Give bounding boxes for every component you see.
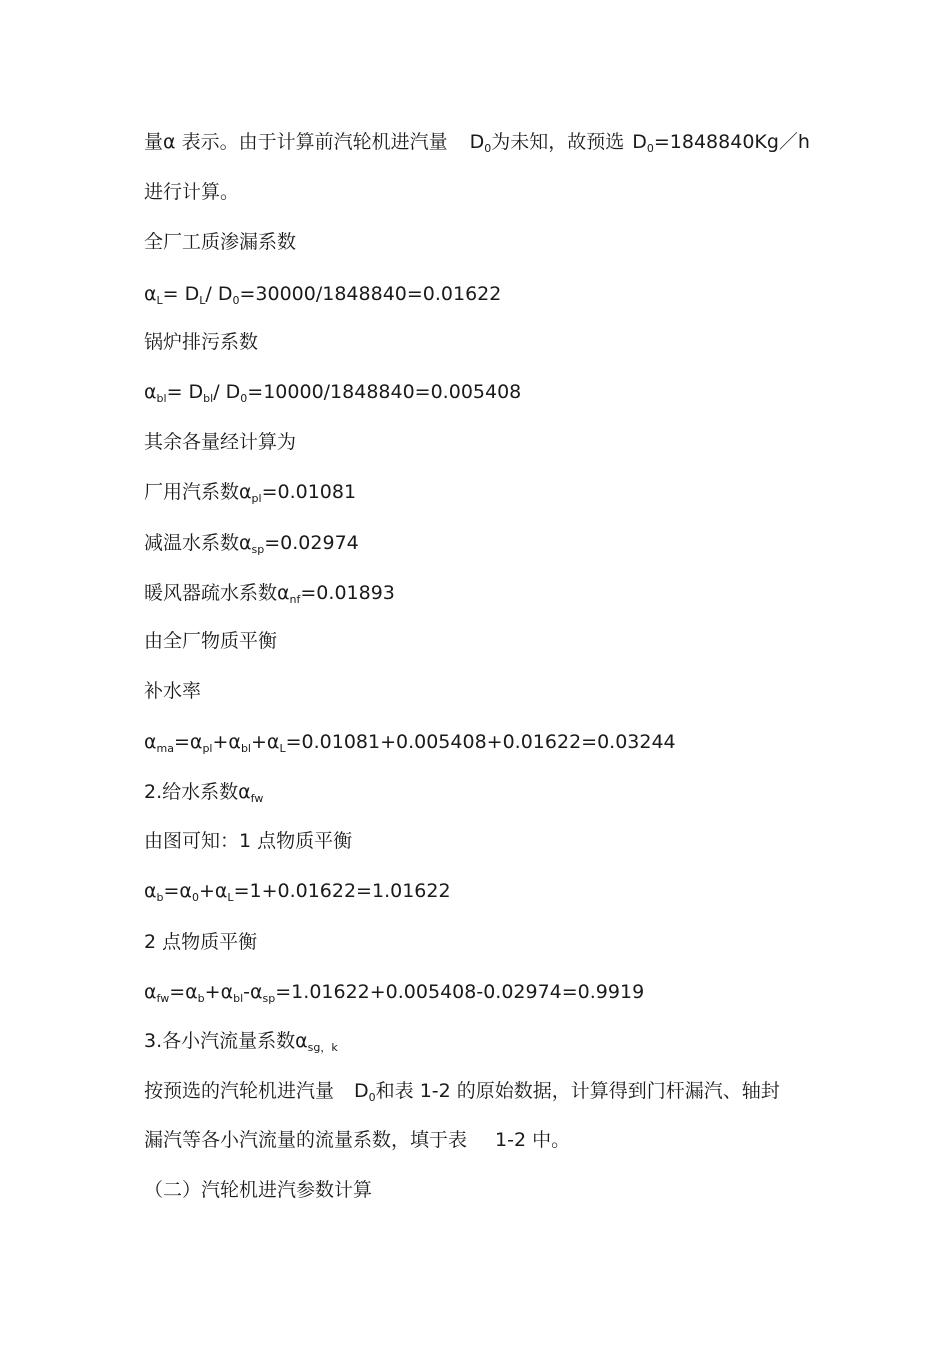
formula-line: $\alpha_b=\alpha_0+\alpha_L=1+0.01622=1.01622$: [144, 880, 451, 904]
section-heading: 3.各小汽流量系数$\alpha_{sg,k}$: [144, 1030, 338, 1054]
formula-line: 减温水系数$\alpha_{sp}=0.02974$: [144, 532, 359, 556]
text-line: 量α 表示。由于计算前汽轮机进汽量 $D_0$为未知，故预选 $D_0=1848840Kg/h$: [144, 131, 810, 155]
text-line: 2 点物质平衡: [144, 931, 258, 953]
section-heading: 2.给水系数$\alpha_{fw}$: [144, 781, 264, 805]
text-line: 锅炉排污系数: [144, 331, 259, 353]
text-line: 全厂工质渗漏系数: [144, 231, 297, 253]
text-line: 进行计算。: [144, 181, 240, 203]
text-line: 补水率: [144, 680, 202, 702]
formula-line: $\alpha_{ma}=\alpha_{pl}+\alpha_{bl}+\alpha_L=0.01081+0.005408+0.01622=0.03244$: [144, 731, 676, 755]
text-line: 其余各量经计算为: [144, 431, 297, 453]
formula-line: $\alpha_{fw}=\alpha_b+\alpha_{bl}-\alpha_{sp}=1.01622+0.005408-0.02974=0.9919$: [144, 981, 645, 1005]
text-line: 按预选的汽轮机进汽量 $D_0$和表 1-2 的原始数据，计算得到门杆漏汽、轴封: [144, 1080, 780, 1104]
formula-line: $\alpha_L= D_L/$ $D_0=30000/1848840=0.01622$: [144, 283, 502, 307]
section-heading: （二）汽轮机进汽参数计算: [144, 1179, 373, 1201]
text-line: 由图可知：1 点物质平衡: [144, 830, 353, 852]
text-line: 漏汽等各小汽流量的流量系数，填于表 1-2 中。: [144, 1129, 571, 1151]
formula-line: 厂用汽系数$\alpha_{pl}=0.01081$: [144, 481, 357, 505]
text-line: 由全厂物质平衡: [144, 630, 278, 652]
formula-line: $\alpha_{bl}= D_{bl}/$ $D_0=10000/1848840=0.005408$: [144, 381, 522, 405]
formula-line: 暖风器疏水系数$\alpha_{nf}=0.01893$: [144, 582, 395, 606]
